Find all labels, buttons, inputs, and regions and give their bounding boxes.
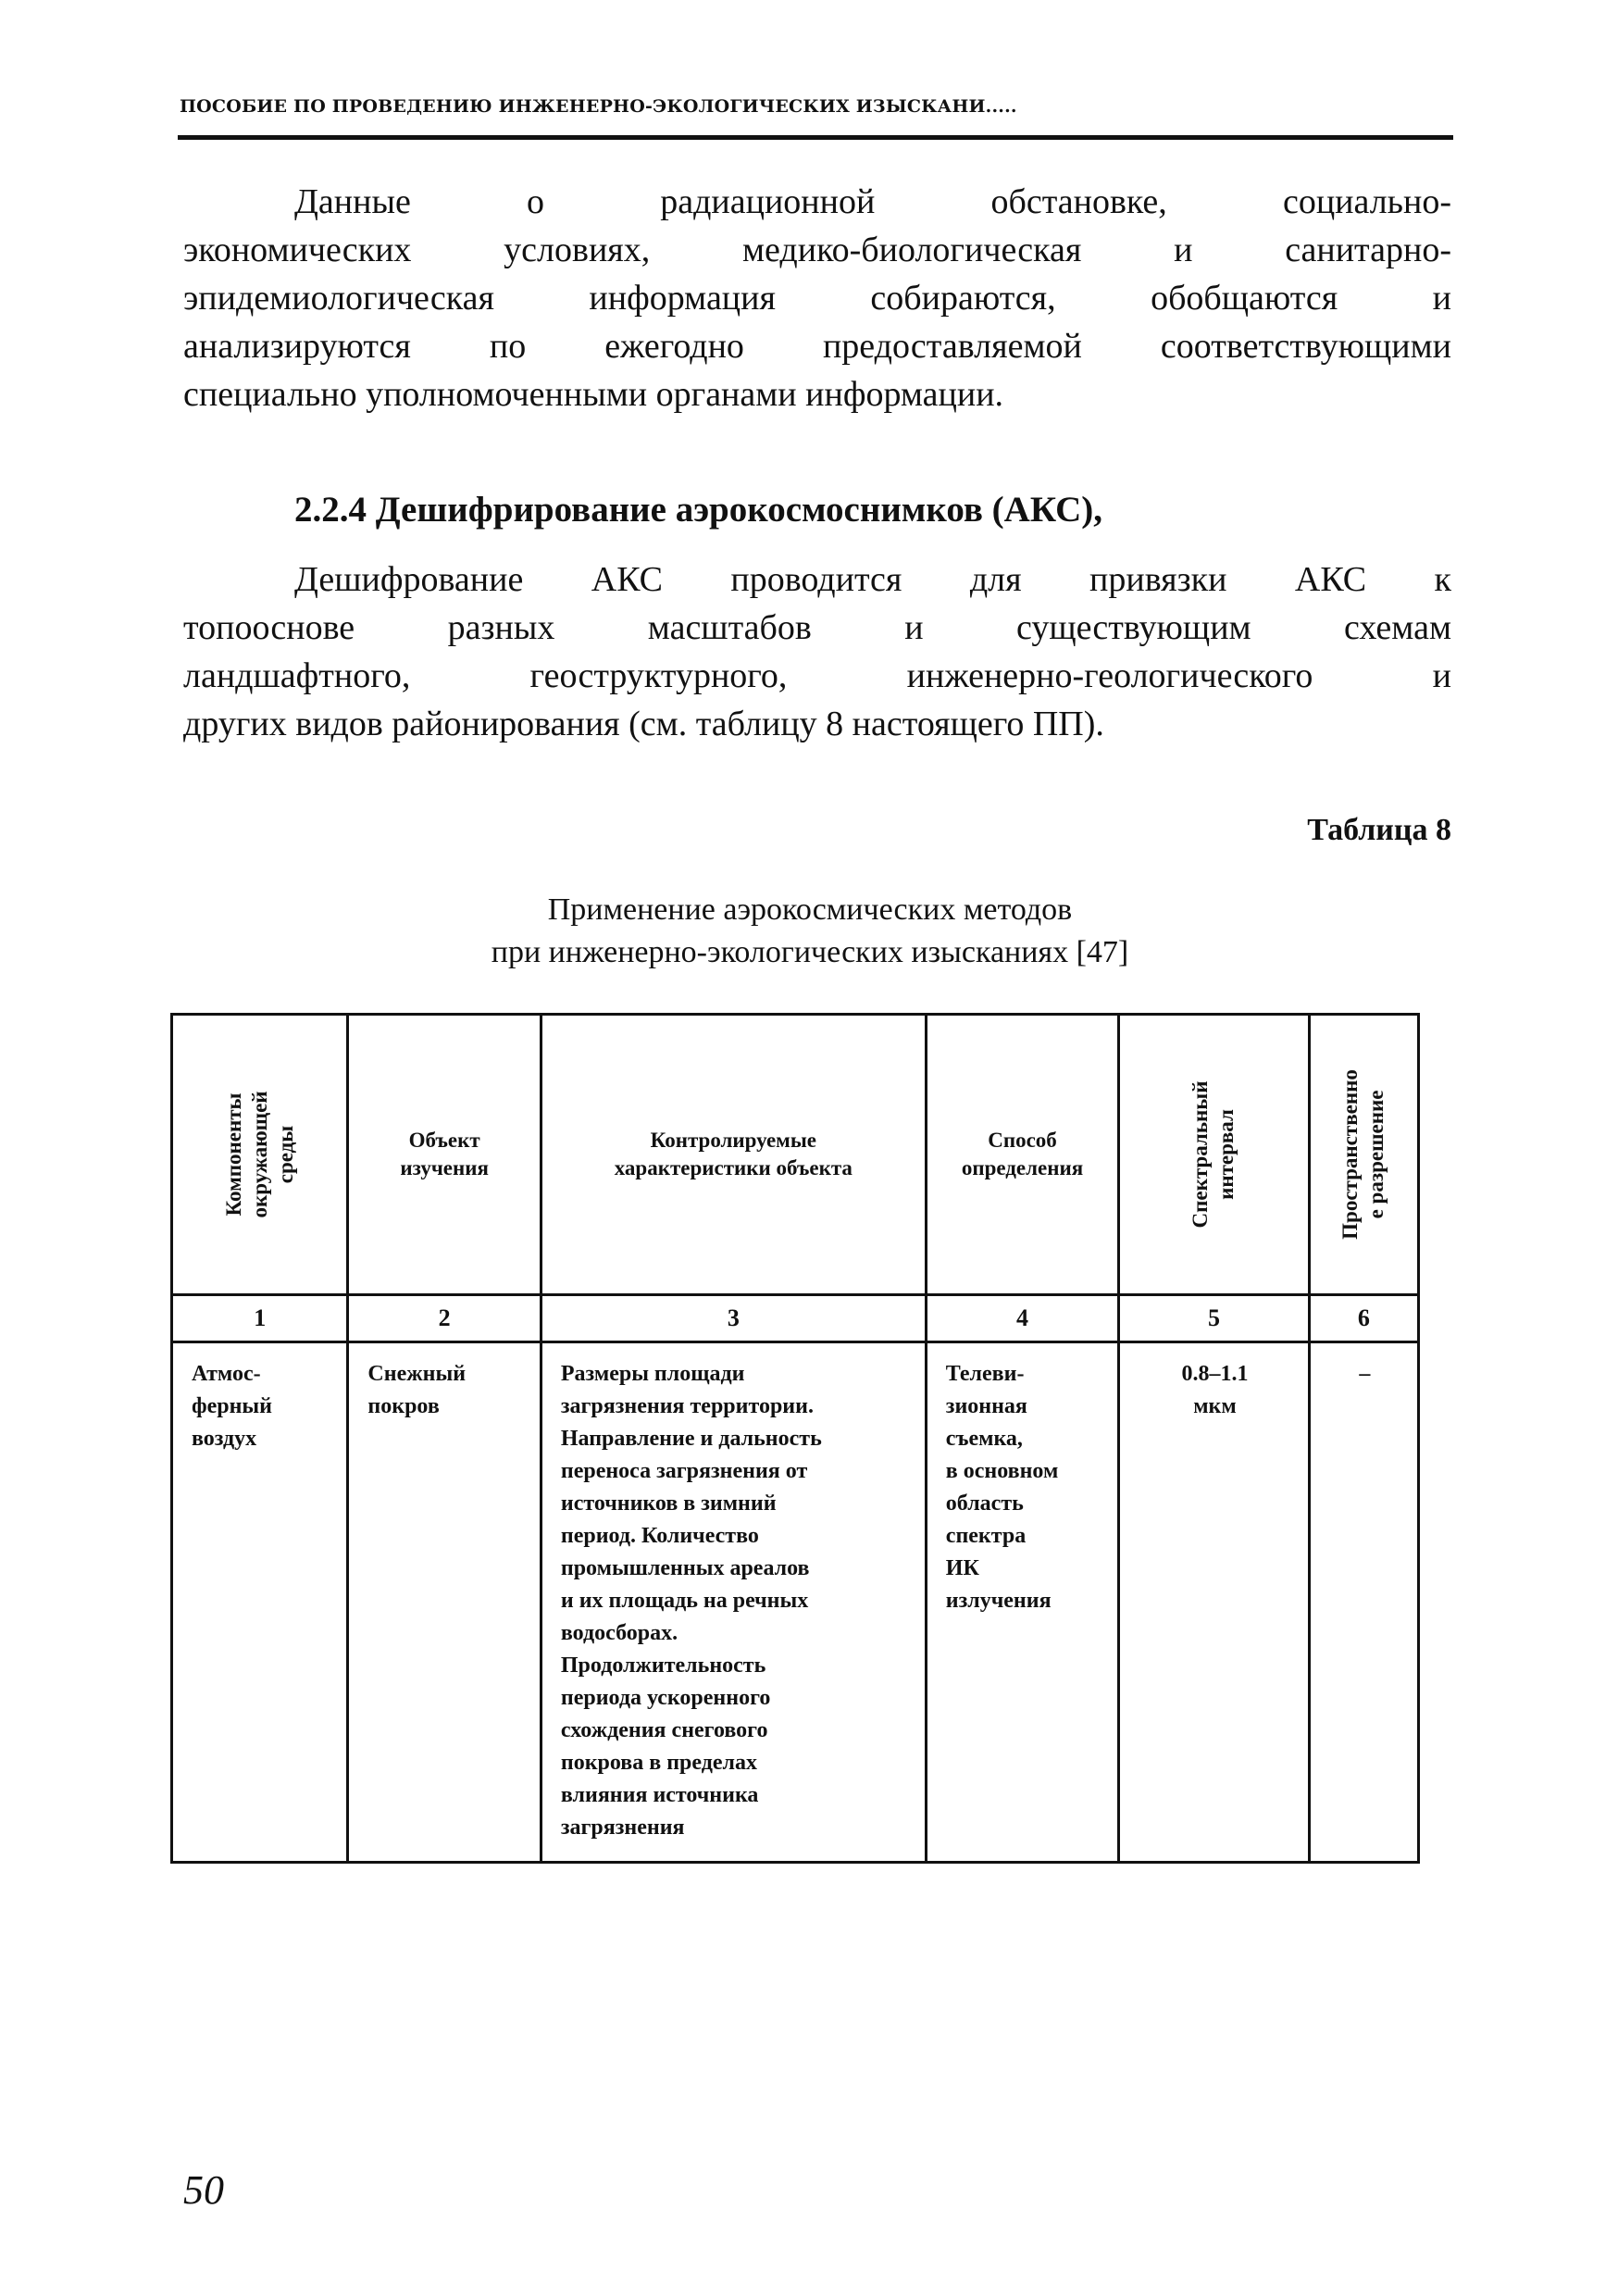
- header-text: определения: [961, 1156, 1084, 1179]
- table-row: [172, 1342, 1419, 1863]
- paragraph-decoding: [183, 555, 1451, 748]
- header-text: среды: [273, 1125, 297, 1184]
- cell-line: ферный: [192, 1394, 272, 1418]
- cell-line: излучения: [945, 1589, 1052, 1613]
- cell-method: [926, 1342, 1118, 1863]
- cell-line: в основном: [945, 1459, 1059, 1483]
- cell-line: область: [945, 1491, 1024, 1516]
- header-text: Спектральный: [1189, 1080, 1213, 1229]
- section-title: 2.2.4 Дешифрирование аэрокосмоснимков (АКС),: [294, 490, 1103, 530]
- table-label: Таблица 8: [1307, 813, 1451, 847]
- running-head: ПОСОБИЕ ПО ПРОВЕДЕНИЮ ИНЖЕНЕРНО-ЭКОЛОГИЧЕСКИХ ИЗЫСКАНИ.....: [180, 96, 1017, 117]
- header-method: [926, 1015, 1118, 1295]
- cell-line: периода ускоренного: [560, 1686, 771, 1710]
- cell-line: промышленных ареалов: [560, 1556, 810, 1580]
- cell-line: влияния источника: [560, 1783, 759, 1807]
- cell-line: воздух: [192, 1427, 257, 1451]
- cell-line: водосборах.: [560, 1621, 678, 1645]
- paragraph-radiation: [183, 178, 1451, 418]
- cell-line: съемка,: [945, 1427, 1023, 1451]
- paragraph-line: экономических условиях, медико-биологическая и санитарно-: [183, 231, 1451, 269]
- header-text: интервал: [1214, 1109, 1238, 1200]
- header-object: [348, 1015, 541, 1295]
- paragraph-line: Данные о радиационной обстановке, социально-: [294, 182, 1451, 221]
- cell-line: переноса загрязнения от: [560, 1459, 808, 1483]
- header-components: [172, 1015, 348, 1295]
- cell-line: зионная: [945, 1394, 1027, 1418]
- header-text: окружающей: [247, 1091, 271, 1218]
- header-text: Объект: [408, 1129, 480, 1152]
- header-text: Контролируемые: [650, 1129, 816, 1152]
- cell-line: период. Количество: [560, 1524, 759, 1548]
- table-caption-line: при инженерно-экологических изысканиях [47]: [491, 935, 1129, 969]
- cell-line: 0.8–1.1: [1181, 1362, 1249, 1386]
- table-header-row: [172, 1015, 1419, 1295]
- aerospace-methods-table: [170, 1013, 1420, 1864]
- cell-line: мкм: [1193, 1394, 1237, 1418]
- paragraph-line: топооснове разных масштабов и существующим схемам: [183, 608, 1451, 647]
- header-text: е разрешение: [1364, 1090, 1388, 1219]
- column-number: 3: [541, 1295, 926, 1342]
- header-text: Пространственно: [1338, 1069, 1363, 1240]
- header-characteristics: [541, 1015, 926, 1295]
- column-number: 6: [1309, 1295, 1418, 1342]
- cell-line: Снежный: [367, 1362, 467, 1386]
- header-rule: [178, 135, 1453, 140]
- paragraph-line: специально уполномоченными органами информации.: [183, 375, 1004, 414]
- cell-line: покров: [367, 1394, 440, 1418]
- paragraph-line: анализируются по ежегодно предоставляемой соответствующими: [183, 327, 1451, 366]
- cell-line: Атмос-: [192, 1362, 261, 1386]
- cell-line: источников в зимний: [560, 1491, 777, 1516]
- cell-characteristics: [541, 1342, 926, 1863]
- cell-spectral: [1119, 1342, 1309, 1863]
- column-number: 5: [1119, 1295, 1309, 1342]
- cell-line: –: [1359, 1362, 1371, 1386]
- paragraph-line: ландшафтного, геоструктурного, инженерно-геологического и: [183, 656, 1451, 695]
- paragraph-line: Дешифрование АКС проводится для привязки АКС к: [294, 560, 1451, 599]
- cell-line: спектра: [945, 1524, 1027, 1548]
- cell-line: Направление и дальность: [560, 1427, 822, 1451]
- cell-resolution: [1309, 1342, 1418, 1863]
- cell-component: [172, 1342, 348, 1863]
- paragraph-line: эпидемиологическая информация собираются, обобщаются и: [183, 279, 1451, 318]
- column-number: 2: [348, 1295, 541, 1342]
- cell-line: Размеры площади: [560, 1362, 745, 1386]
- paragraph-line: других видов районирования (см. таблицу 8 настоящего ПП).: [183, 705, 1104, 743]
- cell-line: загрязнения: [560, 1816, 685, 1840]
- header-text: Способ: [988, 1129, 1057, 1152]
- cell-line: загрязнения территории.: [560, 1394, 814, 1418]
- page-number: 50: [183, 2167, 224, 2213]
- header-text: изучения: [400, 1156, 489, 1179]
- table-caption-line: Применение аэрокосмических методов: [547, 892, 1073, 927]
- table-number-row: [172, 1295, 1419, 1342]
- header-text: характеристики объекта: [614, 1156, 853, 1179]
- header-resolution: [1309, 1015, 1418, 1295]
- header-text: Компоненты: [221, 1092, 245, 1217]
- cell-line: и их площадь на речных: [560, 1589, 809, 1613]
- cell-line: Телеви-: [945, 1362, 1025, 1386]
- header-spectral: [1119, 1015, 1309, 1295]
- column-number: 1: [172, 1295, 348, 1342]
- column-number: 4: [926, 1295, 1118, 1342]
- cell-line: схождения снегового: [560, 1718, 768, 1742]
- cell-line: покрова в пределах: [560, 1751, 757, 1775]
- cell-line: ИК: [945, 1556, 979, 1580]
- table-caption: [278, 889, 1342, 974]
- cell-line: Продолжительность: [560, 1653, 766, 1678]
- cell-object: [348, 1342, 541, 1863]
